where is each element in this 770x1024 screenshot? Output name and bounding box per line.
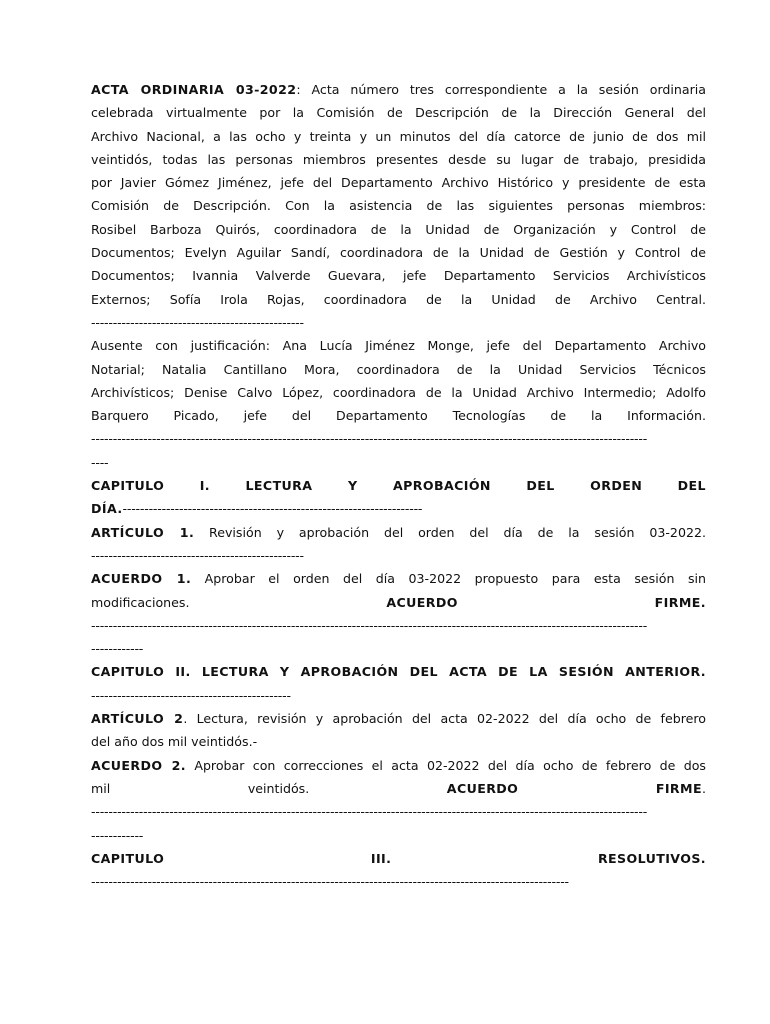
firme-label: FIRME	[655, 780, 702, 796]
chapter-1-heading	[91, 474, 706, 497]
dash-separator: --------------------------------------------------------------------------------------------------------------------------------	[91, 804, 648, 820]
paragraph-line: Documentos; Ivannia Valverde Guevara, jefe Departamento Servicios Archivísticos	[91, 268, 706, 284]
paragraph-line: por Javier Gómez Jiménez, jefe del Departamento Archivo Histórico y presidente de esta	[91, 175, 706, 191]
agreement-label: ACUERDO 1.	[91, 571, 192, 587]
dash-separator: -------------------------------------------------	[91, 547, 304, 563]
agreement-text: Aprobar con correcciones el acta 02-2022 del día ocho de febrero de dos	[185, 757, 706, 773]
acuerdo-label: ACUERDO	[386, 594, 458, 610]
article-label: ARTÍCULO 2	[91, 711, 184, 727]
absent-line: Notarial; Natalia Cantillano Mora, coordinadora de la Unidad Servicios Técnicos	[91, 361, 706, 377]
chapter-1-heading-end	[91, 497, 706, 520]
agreement-1	[91, 567, 706, 590]
agreement-2	[91, 754, 706, 777]
chapter-word: I.	[199, 478, 210, 494]
agreement-text: mil	[91, 780, 111, 796]
dash-separator: ------------	[91, 827, 144, 843]
article-2-line-2: del año dos mil veintidós.-	[91, 734, 258, 750]
chapter-word: Y	[347, 478, 358, 494]
dash-separator: ---------------------------------------------------------------------	[122, 501, 423, 517]
paragraph-line: Documentos; Evelyn Aguilar Sandí, coordinadora de la Unidad de Gestión y Control de	[91, 245, 706, 261]
dash-separator: ------------	[91, 641, 144, 657]
chapter-word: DEL	[677, 478, 706, 494]
absent-line: Archivísticos; Denise Calvo López, coordinadora de la Unidad Archivo Intermedio; Adolfo	[91, 384, 706, 400]
dash-separator: ----------------------------------------------	[91, 687, 291, 703]
agreement-1-line-2	[91, 591, 706, 614]
paragraph-line	[91, 78, 706, 101]
absent-line: Ausente con justificación: Ana Lucía Jiménez Monge, jefe del Departamento Archivo	[91, 338, 706, 354]
article-text: Revisión y aprobación del orden del día de la sesión 03-2022.	[194, 524, 706, 540]
paragraph-line: Archivo Nacional, a las ocho y treinta y un minutos del día catorce de junio de dos mil	[91, 128, 706, 144]
dash-separator: ----	[91, 454, 109, 470]
chapter-word: LECTURA	[245, 478, 313, 494]
article-text: . Lectura, revisión y aprobación del acta 02-2022 del día ocho de febrero	[183, 711, 706, 727]
chapter-word: DEL	[526, 478, 555, 494]
document-body	[91, 78, 706, 893]
paragraph-line: Comisión de Descripción. Con la asistencia de las siguientes personas miembros:	[91, 198, 706, 214]
article-2	[91, 707, 706, 730]
paragraph-line: Externos; Sofía Irola Rojas, coordinadora de la Unidad de Archivo Central.	[91, 291, 706, 307]
paragraph-line: celebrada virtualmente por la Comisión de Descripción de la Dirección General del	[91, 105, 706, 121]
agreement-text: modificaciones.	[91, 594, 190, 610]
chapter-word: RESOLUTIVOS.	[597, 850, 706, 866]
chapter-word: APROBACIÓN	[392, 478, 491, 494]
chapter-word: CAPITULO	[91, 850, 165, 866]
article-label: ARTÍCULO 1.	[91, 524, 195, 540]
acuerdo-label: ACUERDO	[446, 780, 519, 796]
absent-line: Barquero Picado, jefe del Departamento Tecnologías de la Información.	[91, 408, 706, 424]
agreement-label: ACUERDO 2.	[91, 757, 186, 773]
agreement-text: Aprobar el orden del día 03-2022 propuesto para esta sesión sin	[191, 571, 706, 587]
dash-separator: --------------------------------------------------------------------------------------------------------------------------------	[91, 431, 648, 447]
dash-separator: --------------------------------------------------------------------------------------------------------------	[91, 874, 569, 890]
chapter-3-heading	[91, 847, 706, 870]
period: .	[701, 780, 706, 796]
chapter-title: CAPITULO II. LECTURA Y APROBACIÓN DEL ACTA DE LA SESIÓN ANTERIOR.	[91, 664, 706, 680]
firme-group	[656, 777, 706, 800]
chapter-word: ORDEN	[590, 478, 643, 494]
dash-separator: -------------------------------------------------	[91, 314, 304, 330]
agreement-2-line-2	[91, 777, 706, 800]
paragraph-line: Rosibel Barboza Quirós, coordinadora de la Unidad de Organización y Control de	[91, 221, 706, 237]
article-1	[91, 521, 706, 544]
firme-label: FIRME.	[654, 594, 706, 610]
paragraph-text: : Acta número tres correspondiente a la sesión ordinaria	[296, 82, 706, 97]
agreement-text: veintidós.	[247, 780, 310, 796]
dash-separator: --------------------------------------------------------------------------------------------------------------------------------	[91, 617, 648, 633]
chapter-word: DÍA.	[91, 501, 123, 517]
paragraph-line: veintidós, todas las personas miembros presentes desde su lugar de trabajo, presidida	[91, 151, 706, 167]
chapter-word: III.	[370, 850, 392, 866]
chapter-word: CAPITULO	[91, 478, 165, 494]
acta-heading: ACTA ORDINARIA 03-2022	[91, 82, 297, 97]
chapter-2-heading	[91, 660, 706, 683]
